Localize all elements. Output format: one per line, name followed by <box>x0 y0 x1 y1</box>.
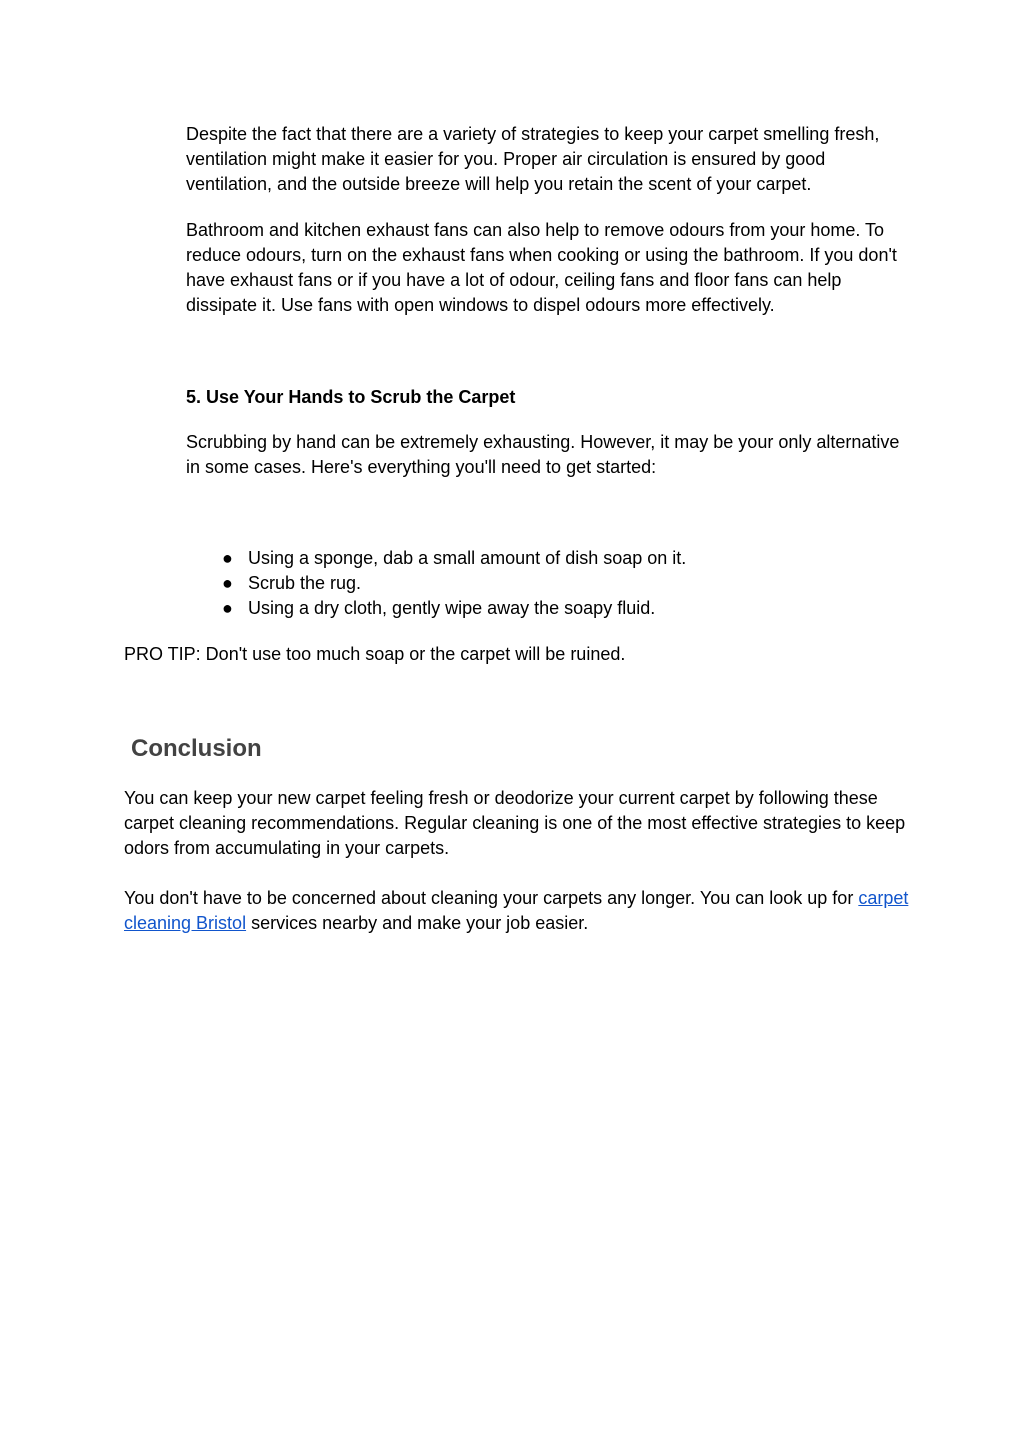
list-item <box>218 571 686 596</box>
ventilation-paragraph: Despite the fact that there are a variety of strategies to keep your carpet smelling fresh, ventilation might make it easier for you. Proper air circulation is ensured by good ventilation, and the outside breeze will help you retain the scent of your carpet. <box>186 124 880 194</box>
bullet-icon: ● <box>222 598 233 618</box>
scrub-steps-list <box>218 546 686 621</box>
section5-heading: 5. Use Your Hands to Scrub the Carpet <box>186 387 516 407</box>
list-item-text: Scrub the rug. <box>248 573 362 593</box>
list-item-text: Using a dry cloth, gently wipe away the soapy fluid. <box>248 598 656 618</box>
section5-intro: Scrubbing by hand can be extremely exhausting. However, it may be your only alternative in some cases. Here's everything you'll need to get started: <box>186 432 900 477</box>
conclusion-paragraph-2-tail: services nearby and make your job easier. <box>246 913 589 933</box>
bullet-icon: ● <box>222 573 233 593</box>
carpet-cleaning-bristol-link[interactable]: carpet cleaning Bristol <box>124 888 909 933</box>
conclusion-paragraph-1: You can keep your new carpet feeling fresh or deodorize your current carpet by following these carpet cleaning recommendations. Regular cleaning is one of the most effective strategies to keep odors from accumulating in your carpets. <box>124 788 906 858</box>
conclusion-paragraph-2 <box>124 886 914 936</box>
bullet-icon: ● <box>222 548 233 568</box>
list-item-text: Using a sponge, dab a small amount of dish soap on it. <box>248 548 687 568</box>
list-item <box>218 546 686 571</box>
pro-tip: PRO TIP: Don't use too much soap or the carpet will be ruined. <box>124 644 626 664</box>
conclusion-paragraph-2-lead: You don't have to be concerned about cleaning your carpets any longer. You can look up for <box>124 888 859 908</box>
list-item <box>218 596 686 621</box>
exhaust-fans-paragraph: Bathroom and kitchen exhaust fans can also help to remove odours from your home. To reduce odours, turn on the exhaust fans when cooking or using the bathroom. If you don't have exhaust fans or if you have a lot of odour, ceiling fans and floor fans can help dissipate it. Use fans with open windows to dispel odours more effectively. <box>186 220 897 315</box>
conclusion-heading: Conclusion <box>131 735 262 762</box>
